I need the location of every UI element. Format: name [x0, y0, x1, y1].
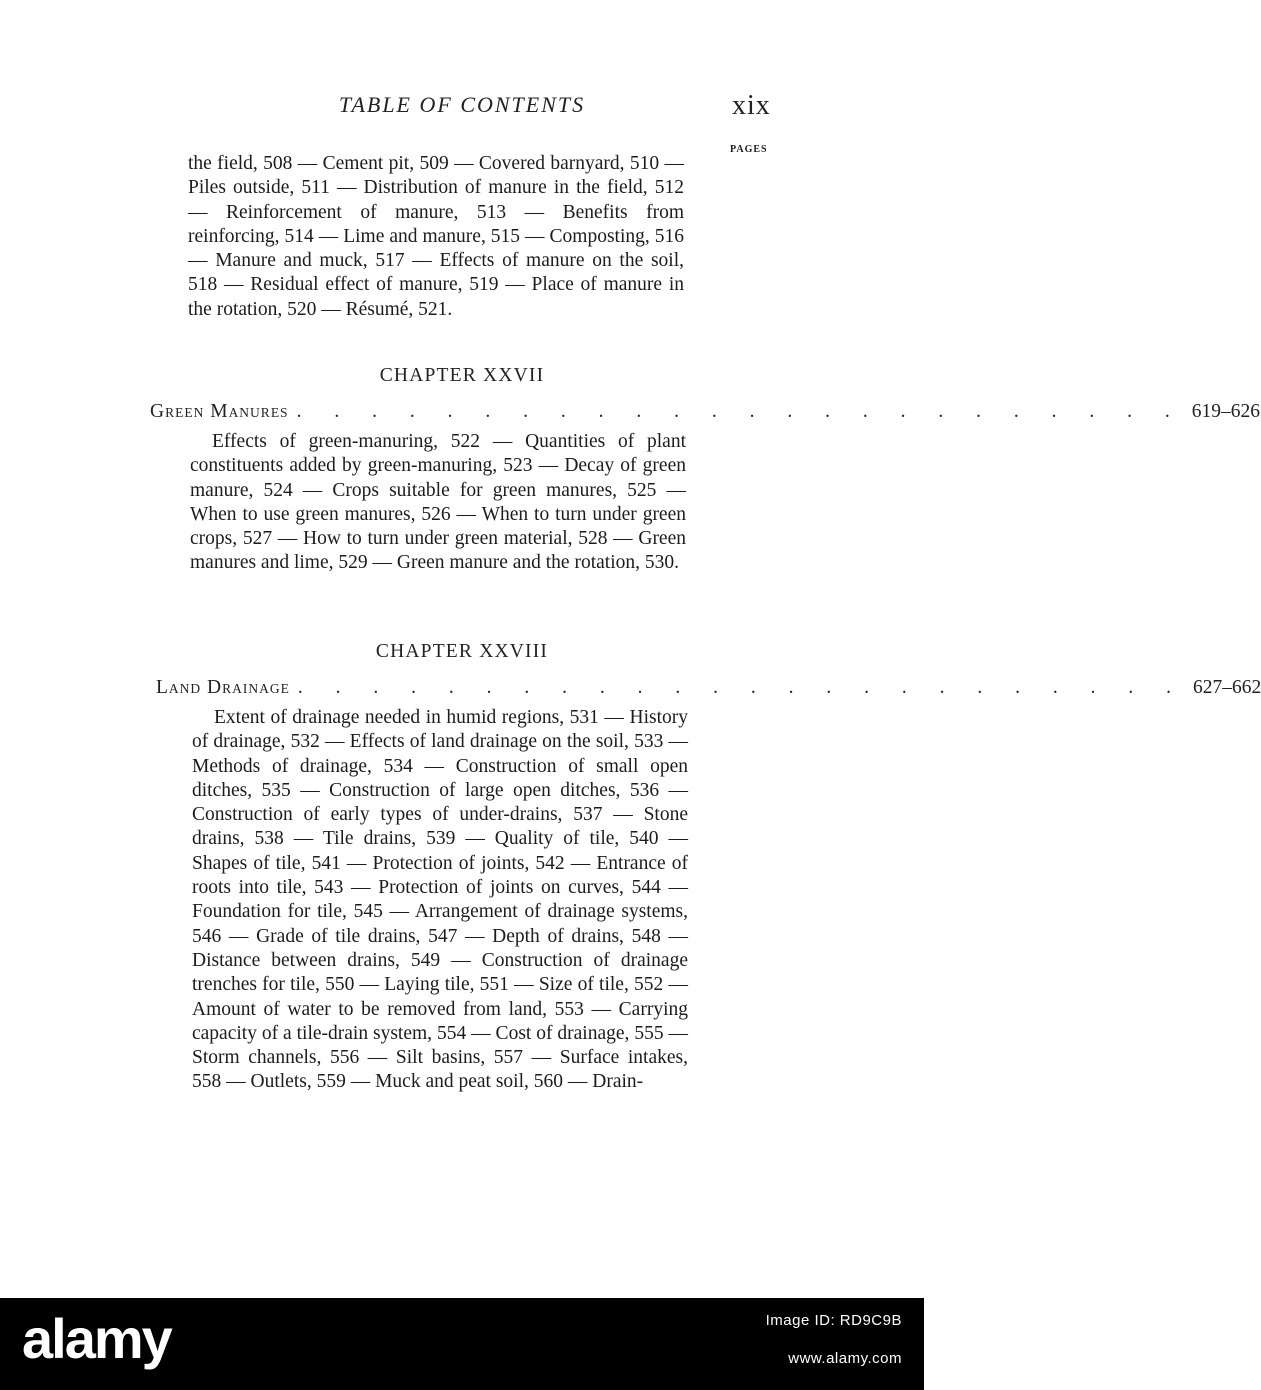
- image-id-label: Image ID: RD9C9B: [765, 1312, 902, 1329]
- chapter-summary-xxvii: Effects of green-manuring, 522 — Quantities of plant constituents added by green-manuring, 523 — Decay of green manure, 524 — Crops suitable for green manures, 525 — When to use green manures, 526 — When to turn under green crops, 527 — How to turn under green material, 528 — Green manures and lime, 529 — Green manure and the rotation, 530.: [190, 431, 686, 574]
- chapter-heading-xxvii: CHAPTER XXVII: [379, 365, 545, 386]
- brand-logo: alamy: [22, 1307, 171, 1370]
- dot-leader: . . . . . . . . . . . . . . . . . . . . . . . .: [297, 677, 1186, 698]
- continuation-paragraph: the field, 508 — Cement pit, 509 — Covered barnyard, 510 — Piles outside, 511 — Distribution of manure in the field, 512 — Reinforcement of manure, 513 — Benefits from reinforcing, 514 — Lime and manure, 515 — Composting, 516 — Manure and muck, 517 — Effects of manure on the soil, 518 — Residual effect of manure, 519 — Place of manure in the rotation, 520 — Résumé, 521.: [188, 153, 684, 320]
- toc-entry-title: GREEN MANURES: [150, 401, 289, 422]
- watermark-banner: [0, 1298, 924, 1390]
- toc-entry-pages: 619–626: [1191, 401, 1260, 422]
- toc-entry-green-manures: [150, 401, 1260, 427]
- toc-entry-land-drainage: [156, 677, 1261, 703]
- site-url: www.alamy.com: [788, 1350, 902, 1367]
- dot-leader: . . . . . . . . . . . . . . . . . . . . . . . .: [296, 401, 1184, 422]
- chapter-summary-xxviii: Extent of drainage needed in humid regions, 531 — History of drainage, 532 — Effects of land drainage on the soil, 533 — Methods of drainage, 534 — Construction of small open ditches, 535 — Construction of large open ditches, 536 — Construction of early types of under-drains, 537 — Stone drains, 538 — Tile drains, 539 — Quality of tile, 540 — Shapes of tile, 541 — Protection of joints, 542 — Entrance of roots into tile, 543 — Protection of joints on curves, 544 — Foundation for tile, 545 — Arrangement of drainage systems, 546 — Grade of tile drains, 547 — Depth of drains, 548 — Distance between drains, 549 — Construction of drainage trenches for tile, 550 — Laying tile, 551 — Size of tile, 552 — Amount of water to be removed from land, 553 — Carrying capacity of a tile-drain system, 554 — Cost of drainage, 555 — Storm channels, 556 — Silt basins, 557 — Surface intakes, 558 — Outlets, 559 — Muck and peat soil, 560 — Drain-: [192, 707, 688, 1093]
- toc-entry-title: LAND DRAINAGE: [156, 677, 290, 698]
- pages-column-label: PAGES: [730, 144, 768, 155]
- running-title: TABLE OF CONTENTS: [338, 92, 586, 117]
- page-number: xix: [732, 90, 771, 121]
- toc-entry-pages: 627–662: [1193, 677, 1261, 698]
- chapter-heading-xxviii: CHAPTER XXVIII: [375, 641, 549, 662]
